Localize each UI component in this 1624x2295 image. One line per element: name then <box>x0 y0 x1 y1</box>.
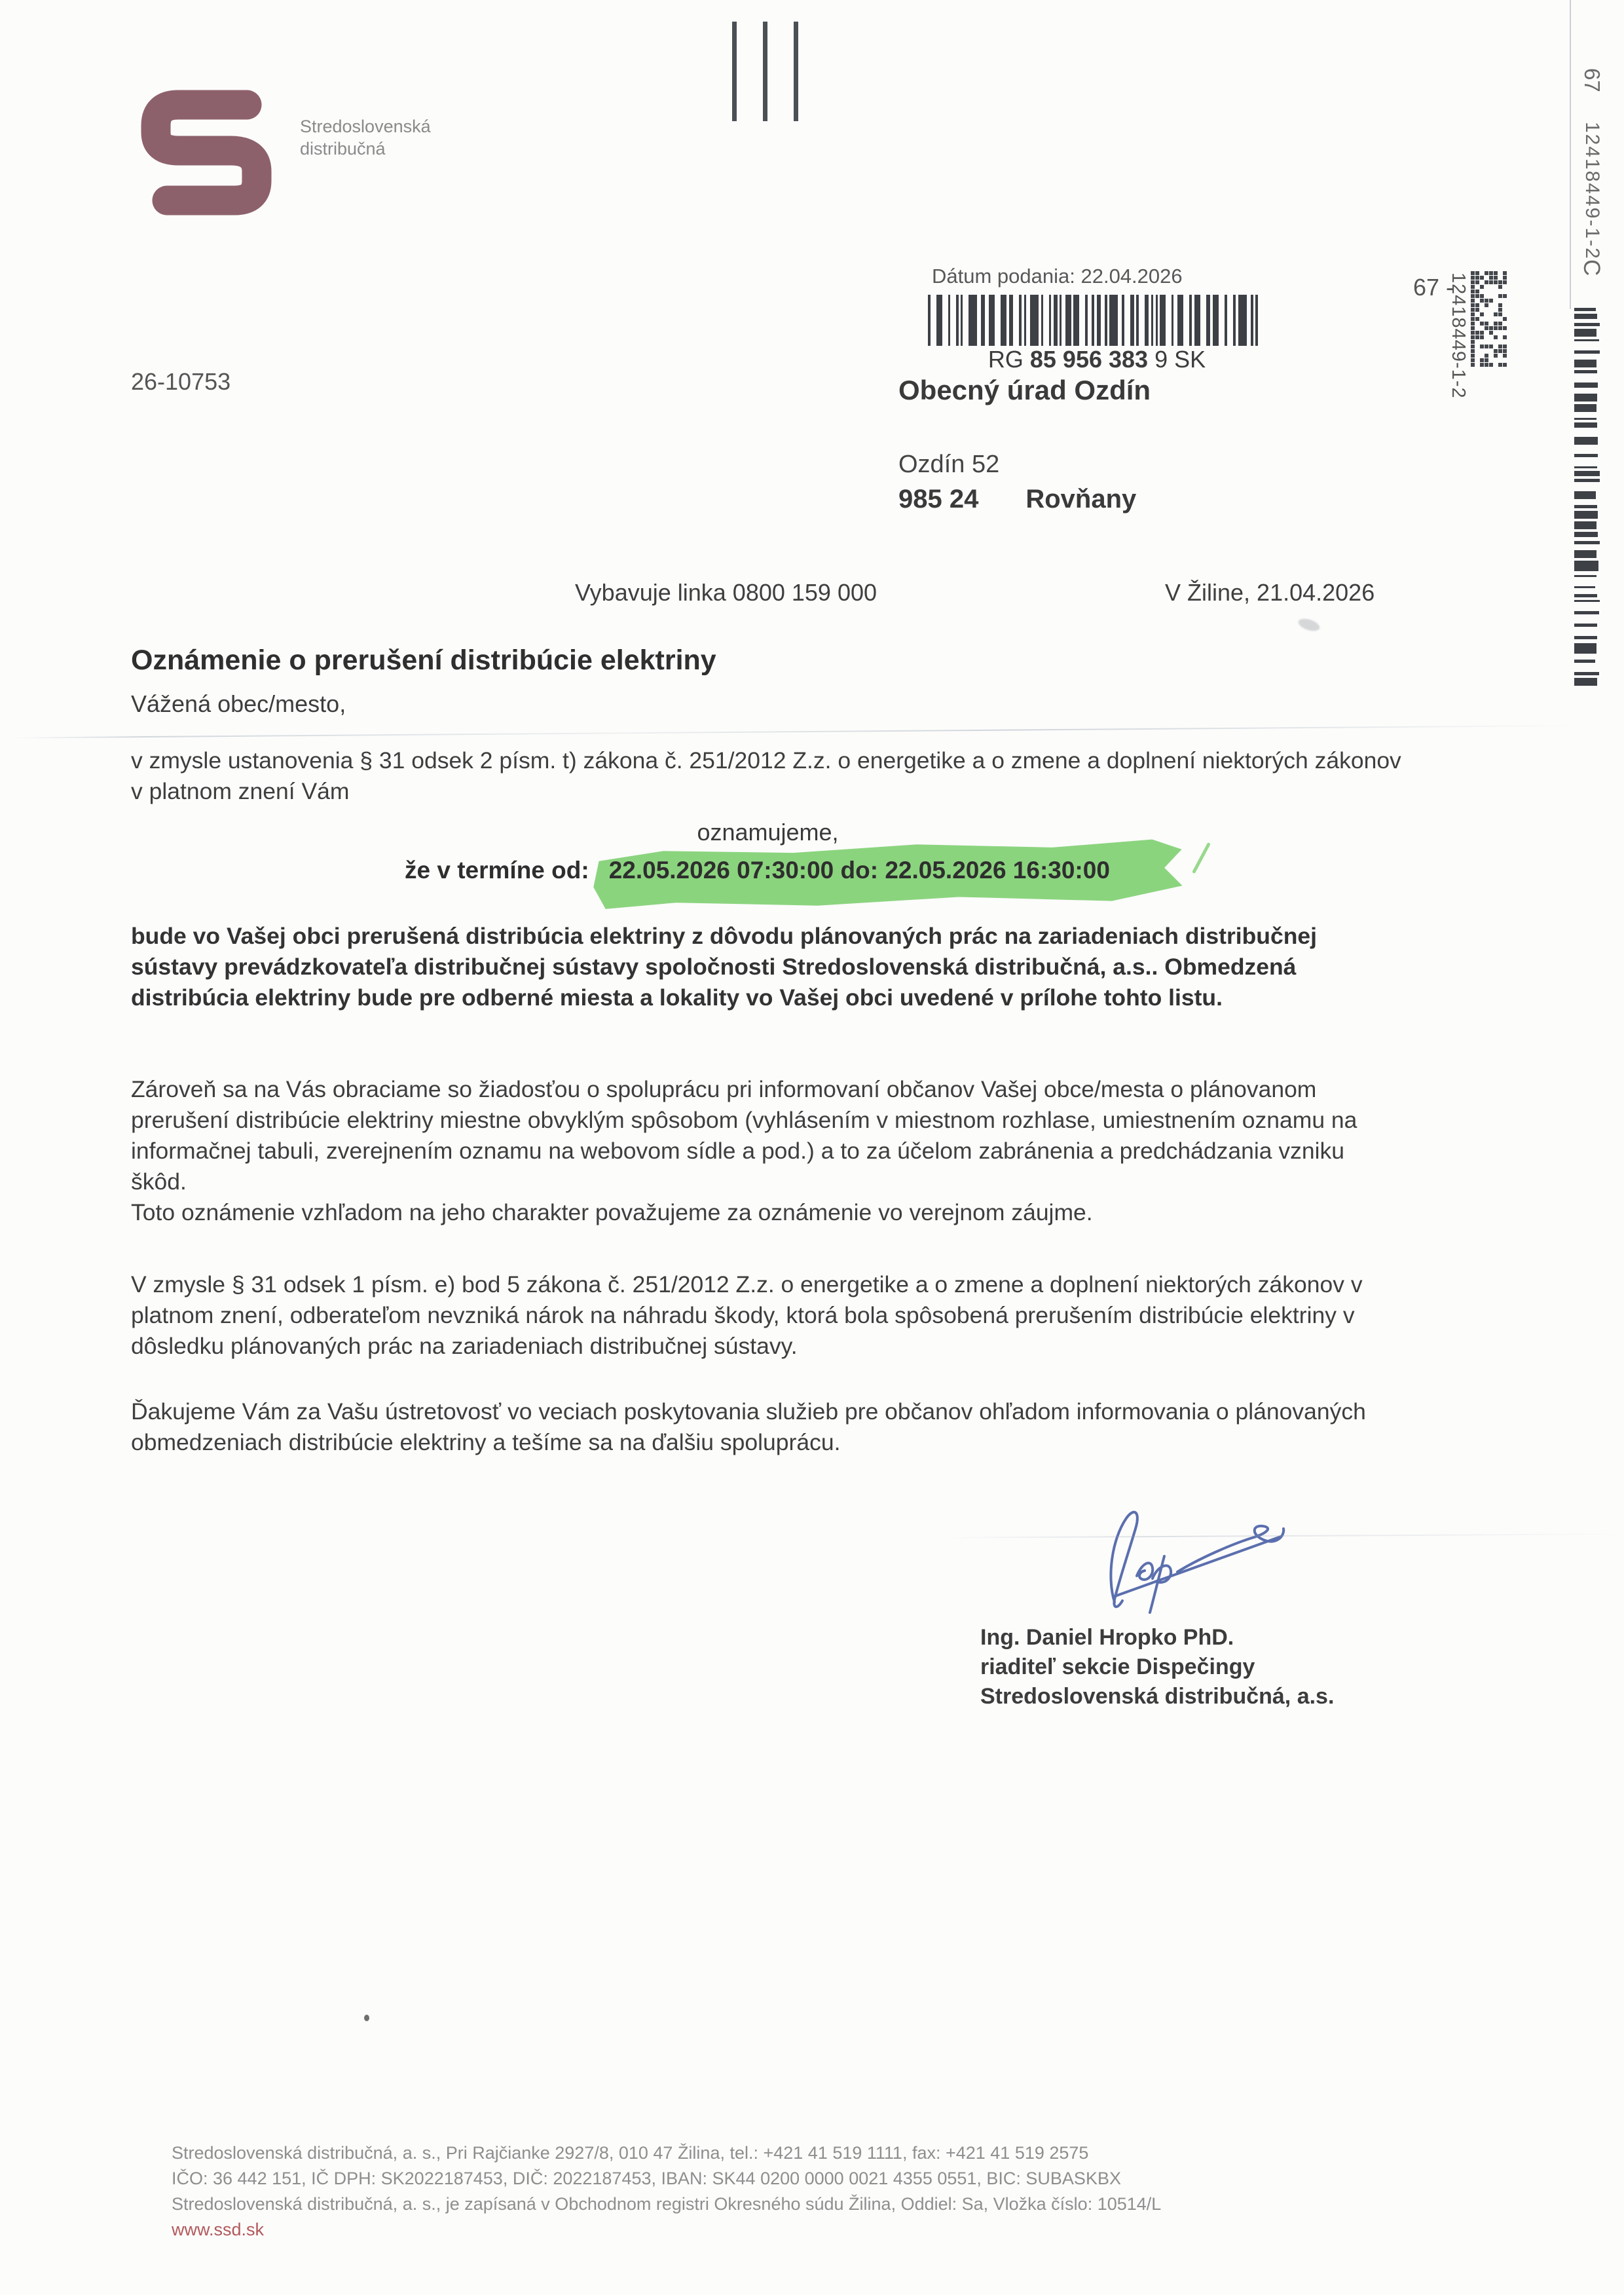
edge-class-letter: C <box>1579 259 1604 276</box>
signer-name: Ing. Daniel Hropko PhD. <box>980 1625 1234 1650</box>
barcode-prefix: RG <box>987 346 1030 373</box>
announce-word: oznamujeme, <box>697 819 839 846</box>
paragraph-outage-notice: bude vo Vašej obci prerušená distribúcia elektriny z dôvodu plánovaných prác na zariadeniach distribučnej sústavy prevádzkovateľa distribučnej sústavy spoločnosti Stredoslovenská distribučná, a.s.. Obmedzená distribúcia elektriny bude pre odberné miesta a lokality vo Vašej obci uvedené v prílohe tohto listu. <box>131 923 1318 1011</box>
postal-barcode-number <box>927 346 1267 373</box>
paragraph-cooperation <box>131 1074 1405 1228</box>
footer-address-line: Stredoslovenská distribučná, a. s., Pri Rajčianke 2927/8, 010 47 Žilina, tel.: +421 41 519 1111, fax: +421 41 519 2575 <box>172 2143 1089 2163</box>
company-name <box>300 115 431 160</box>
recipient-zip: 985 24 <box>898 485 979 513</box>
footer-website-link: www.ssd.sk <box>172 2220 265 2239</box>
mid-edge-code: 12418449-1-2 <box>1448 272 1469 399</box>
salutation: Vážená obec/mesto, <box>131 690 346 717</box>
paragraph-legal-intro: v zmysle ustanovenia § 31 odsek 2 písm. t) zákona č. 251/2012 Z.z. o energetike a o zmene a doplnení niektorých zákonov v platnom znení Vám <box>131 747 1401 804</box>
edge-code: 12418449-1-2 <box>1581 122 1603 260</box>
recipient-street: Ozdín 52 <box>898 451 1000 478</box>
paragraph-no-compensation: V zmysle § 31 odsek 1 písm. e) bod 5 zákona č. 251/2012 Z.z. o energetike a o zmene a doplnení niektorých zákonov v platnom znení, odberateľom nevzniká nárok na náhradu škody, ktorá bola spôsobená prerušením distribúcie elektriny v dôsledku plánovaných prác na zariadeniach distribučnej sústavy. <box>131 1271 1363 1359</box>
letter-title: Oznámenie o prerušení distribúcie elektriny <box>131 644 716 676</box>
footer-registry-line: Stredoslovenská distribučná, a. s., je zapísaná v Obchodnom registri Okresného súdu Žilina, Oddiel: Sa, Vložka číslo: 10514/L <box>172 2194 1162 2214</box>
posting-date: Dátum podania: 22.04.2026 <box>932 265 1183 288</box>
postal-barcode <box>927 295 1267 346</box>
datamatrix-code <box>1471 271 1509 371</box>
registration-bar-2 <box>763 22 767 121</box>
term-label: že v termíne od: <box>405 857 589 884</box>
hotline-line: Vybavuje linka 0800 159 000 <box>575 579 877 606</box>
mid-edge-number: 67 - <box>1413 274 1454 301</box>
paragraph-thanks: Ďakujeme Vám za Vašu ústretovosť vo veciach poskytovania služieb pre občanov ohľadom informovania o plánovaných obmedzeniach distribúcie elektriny a tešíme sa na ďalšiu spoluprácu. <box>131 1398 1366 1455</box>
paper-edge-line <box>1570 0 1571 309</box>
pencil-smudge <box>1297 616 1321 633</box>
barcode-number-bold: 85 956 383 <box>1029 346 1149 373</box>
letter-footer <box>172 2140 1161 2243</box>
registration-bar-1 <box>732 22 737 121</box>
paragraph-public-interest: Toto oznámenie vzhľadom na jeho charakter považujeme za oznámenie vo verejnom záujme. <box>131 1199 1093 1225</box>
reference-number: 26-10753 <box>131 368 231 395</box>
outage-term-line <box>405 857 1140 884</box>
vertical-barcode <box>1574 307 1600 693</box>
recipient-zip-city <box>898 485 1136 514</box>
signer-company: Stredoslovenská distribučná, a.s. <box>980 1684 1335 1709</box>
highlighted-outage-dates: 22.05.2026 07:30:00 do: 22.05.2026 16:30:00 <box>600 853 1140 890</box>
recipient-name: Obecný úrad Ozdín <box>898 375 1151 405</box>
recipient-city: Rovňany <box>1025 485 1137 513</box>
barcode-suffix: 9 SK <box>1148 346 1206 373</box>
footer-ids-line: IČO: 36 442 151, IČ DPH: SK2022187453, DIČ: 2022187453, IBAN: SK44 0200 0000 0021 4355 0551, BIC: SUBASKBX <box>172 2169 1121 2188</box>
signer-role: riaditeľ sekcie Dispečingy <box>980 1654 1255 1679</box>
paragraph-cooperation-text: Zároveň sa na Vás obraciame so žiadosťou o spoluprácu pri informovaní občanov Vašej obce/mesta o plánovanom prerušení distribúcie elektriny miestne obvyklým spôsobom (vyhlásením v miestnom rozhlase, umiestnením oznamu na informačnej tabuli, zverejnením oznamu na webovom sídle a pod.) a to za účelom zabránenia a predchádzania vzniku škôd. <box>131 1076 1357 1195</box>
ssd-logo-icon <box>131 77 282 216</box>
ink-speck <box>364 2015 369 2021</box>
company-name-line2: distribučná <box>300 139 386 159</box>
company-name-line1: Stredoslovenská <box>300 117 431 136</box>
registration-bar-3 <box>794 22 798 121</box>
edge-number: 67 <box>1580 68 1604 92</box>
place-and-date: V Žiline, 21.04.2026 <box>1165 579 1375 606</box>
handwritten-signature <box>1074 1499 1290 1620</box>
scan-crease-line <box>13 724 1611 738</box>
company-logo <box>131 77 431 216</box>
signer-block <box>980 1623 1334 1711</box>
